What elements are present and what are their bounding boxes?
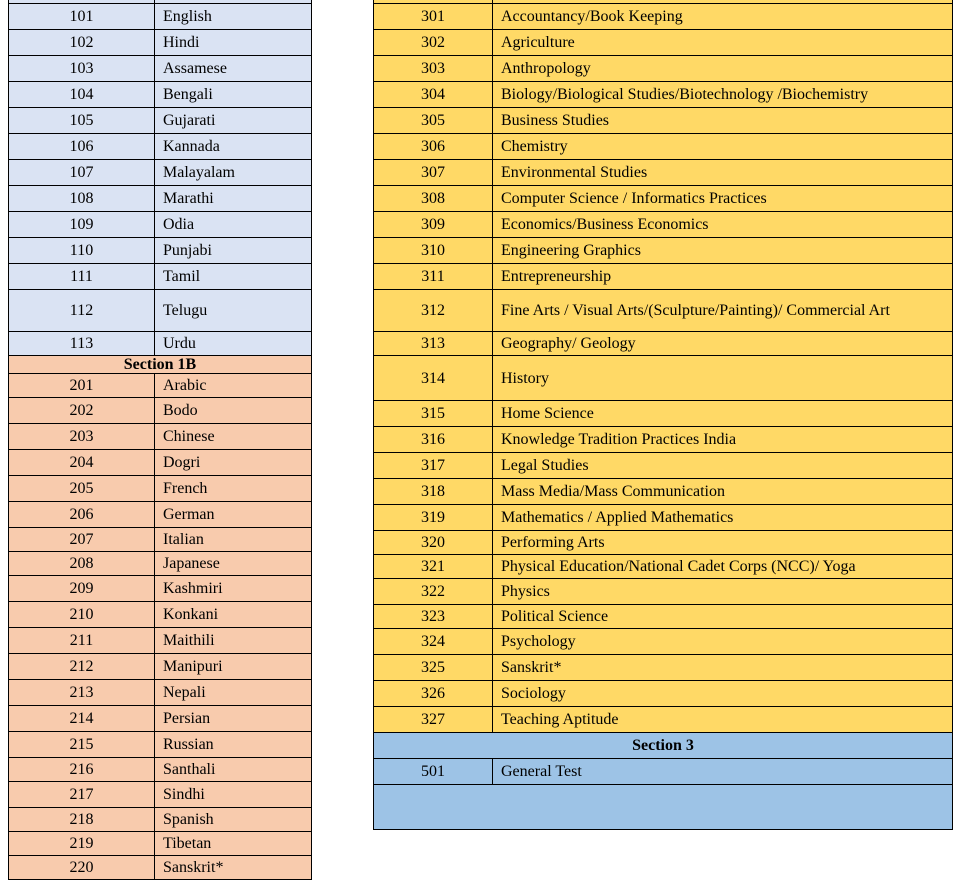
subject-name: Nepali — [155, 680, 312, 706]
subject-name: Accountancy/Book Keeping — [493, 4, 953, 30]
table-row — [374, 555, 953, 579]
subject-name: Marathi — [155, 186, 312, 212]
subject-code: 104 — [9, 82, 155, 108]
subject-code: 102 — [9, 30, 155, 56]
table-row — [374, 655, 953, 681]
subject-name: Home Science — [493, 401, 953, 427]
table-row — [374, 332, 953, 356]
subject-name: Sindhi — [155, 782, 312, 808]
table-row — [9, 212, 312, 238]
subject-name: Japanese — [155, 552, 312, 576]
table-row — [374, 356, 953, 401]
subject-code: 213 — [9, 680, 155, 706]
subject-code: 107 — [9, 160, 155, 186]
subject-name: Tibetan — [155, 832, 312, 856]
subject-name: Bengali — [155, 82, 312, 108]
table-row — [9, 264, 312, 290]
table-row — [374, 453, 953, 479]
section-3-heading: Section 3 — [374, 733, 953, 759]
subject-code: 303 — [374, 56, 493, 82]
subject-name: Physical Education/National Cadet Corps (NCC)/ Yoga — [493, 555, 953, 579]
table-row — [9, 4, 312, 30]
subject-code: 103 — [9, 56, 155, 82]
table-row — [9, 424, 312, 450]
table-row — [9, 628, 312, 654]
table-row — [9, 160, 312, 186]
subject-code: 211 — [9, 628, 155, 654]
subject-code: 302 — [374, 30, 493, 56]
subject-code: 312 — [374, 290, 493, 332]
subject-name: Chinese — [155, 424, 312, 450]
table-row — [374, 30, 953, 56]
table-row — [9, 82, 312, 108]
table-row — [374, 238, 953, 264]
table-row — [9, 732, 312, 758]
subject-code: 109 — [9, 212, 155, 238]
table-row — [374, 4, 953, 30]
subject-code: 318 — [374, 479, 493, 505]
subject-code: 204 — [9, 450, 155, 476]
subject-code: 310 — [374, 238, 493, 264]
subject-code: 216 — [9, 758, 155, 782]
subject-code: 106 — [9, 134, 155, 160]
table-row — [374, 759, 953, 785]
subject-name: Knowledge Tradition Practices India — [493, 427, 953, 453]
table-row — [374, 629, 953, 655]
subject-name: Punjabi — [155, 238, 312, 264]
subject-code: 301 — [374, 4, 493, 30]
subject-name: Malayalam — [155, 160, 312, 186]
subject-name: Gujarati — [155, 108, 312, 134]
table-row — [9, 56, 312, 82]
subject-code: 321 — [374, 555, 493, 579]
subject-code: 220 — [9, 856, 155, 880]
subject-name: Psychology — [493, 629, 953, 655]
subject-code: 203 — [9, 424, 155, 450]
table-row — [9, 108, 312, 134]
subject-name: Urdu — [155, 332, 312, 356]
subject-name: Mass Media/Mass Communication — [493, 479, 953, 505]
table-row — [374, 264, 953, 290]
subject-code: 326 — [374, 681, 493, 707]
left-subject-table — [8, 0, 312, 880]
subject-code: 327 — [374, 707, 493, 733]
subject-name: French — [155, 476, 312, 502]
subject-code: 319 — [374, 505, 493, 531]
table-row — [9, 450, 312, 476]
subject-code: 206 — [9, 502, 155, 528]
subject-name: History — [493, 356, 953, 401]
subject-code: 202 — [9, 398, 155, 424]
subject-code: 207 — [9, 528, 155, 552]
subject-name: Political Science — [493, 605, 953, 629]
table-row — [9, 808, 312, 832]
subject-code: 316 — [374, 427, 493, 453]
table-row — [9, 706, 312, 732]
subject-code: 307 — [374, 160, 493, 186]
subject-name: Spanish — [155, 808, 312, 832]
subject-name: Hindi — [155, 30, 312, 56]
section-heading-row — [9, 356, 312, 374]
subject-name: Manipuri — [155, 654, 312, 680]
subject-name: Kashmiri — [155, 576, 312, 602]
table-row — [374, 579, 953, 605]
table-row — [9, 552, 312, 576]
subject-name: Sociology — [493, 681, 953, 707]
subject-code: 112 — [9, 290, 155, 332]
subject-name: Italian — [155, 528, 312, 552]
subject-code: 323 — [374, 605, 493, 629]
subject-name: Maithili — [155, 628, 312, 654]
section-1b-heading: Section 1B — [9, 356, 312, 374]
table-row — [374, 108, 953, 134]
subject-code: 501 — [374, 759, 493, 785]
subject-code: 317 — [374, 453, 493, 479]
subject-code: 210 — [9, 602, 155, 628]
table-row — [9, 134, 312, 160]
subject-name: English — [155, 4, 312, 30]
subject-code: 205 — [9, 476, 155, 502]
subject-code: 101 — [9, 4, 155, 30]
subject-code: 322 — [374, 579, 493, 605]
table-row — [9, 186, 312, 212]
table-row — [374, 681, 953, 707]
subject-name: Sanskrit* — [493, 655, 953, 681]
table-row — [374, 134, 953, 160]
subject-code: 108 — [9, 186, 155, 212]
table-row — [374, 505, 953, 531]
subject-name: Odia — [155, 212, 312, 238]
table-row — [9, 856, 312, 880]
table-row — [374, 401, 953, 427]
table-row — [9, 758, 312, 782]
subject-name: Physics — [493, 579, 953, 605]
table-row — [9, 654, 312, 680]
subject-name: Persian — [155, 706, 312, 732]
subject-name: German — [155, 502, 312, 528]
subject-name: Teaching Aptitude — [493, 707, 953, 733]
subject-name: Anthropology — [493, 56, 953, 82]
table-row — [9, 602, 312, 628]
subject-name: Fine Arts / Visual Arts/(Sculpture/Painting)/ Commercial Art — [493, 290, 953, 332]
table-row — [374, 212, 953, 238]
section-heading-row — [374, 733, 953, 759]
right-subject-table — [373, 0, 953, 830]
table-row — [9, 576, 312, 602]
table-row — [374, 427, 953, 453]
subject-name: Konkani — [155, 602, 312, 628]
table-row — [374, 531, 953, 555]
subject-name: Performing Arts — [493, 531, 953, 555]
table-row — [9, 832, 312, 856]
subject-code: 324 — [374, 629, 493, 655]
subject-code: 304 — [374, 82, 493, 108]
table-row — [9, 332, 312, 356]
subject-name: Entrepreneurship — [493, 264, 953, 290]
subject-name: Dogri — [155, 450, 312, 476]
subject-code: 113 — [9, 332, 155, 356]
table-row — [374, 707, 953, 733]
subject-code: 309 — [374, 212, 493, 238]
subject-code: 105 — [9, 108, 155, 134]
subject-name: Kannada — [155, 134, 312, 160]
subject-code: 212 — [9, 654, 155, 680]
subject-name: Tamil — [155, 264, 312, 290]
subject-name: Bodo — [155, 398, 312, 424]
subject-code: 218 — [9, 808, 155, 832]
subject-name: Arabic — [155, 374, 312, 398]
table-row — [9, 398, 312, 424]
subject-code: 201 — [9, 374, 155, 398]
subject-code: 311 — [374, 264, 493, 290]
subject-name: Assamese — [155, 56, 312, 82]
subject-name: Economics/Business Economics — [493, 212, 953, 238]
subject-name: Legal Studies — [493, 453, 953, 479]
table-row — [9, 680, 312, 706]
subject-name: Sanskrit* — [155, 856, 312, 880]
subject-name: Computer Science / Informatics Practices — [493, 186, 953, 212]
subject-name: Engineering Graphics — [493, 238, 953, 264]
table-row — [9, 782, 312, 808]
subject-name: Telugu — [155, 290, 312, 332]
table-row — [9, 30, 312, 56]
table-row — [9, 290, 312, 332]
table-row — [374, 605, 953, 629]
table-row — [9, 238, 312, 264]
table-row — [374, 186, 953, 212]
subject-code: 313 — [374, 332, 493, 356]
table-row — [374, 479, 953, 505]
subject-name: Chemistry — [493, 134, 953, 160]
subject-code: 111 — [9, 264, 155, 290]
table-row-empty — [374, 785, 953, 830]
subject-name: Geography/ Geology — [493, 332, 953, 356]
table-row — [9, 528, 312, 552]
subject-code: 320 — [374, 531, 493, 555]
subject-code: 215 — [9, 732, 155, 758]
subject-name: Mathematics / Applied Mathematics — [493, 505, 953, 531]
table-row — [9, 476, 312, 502]
subject-code: 305 — [374, 108, 493, 134]
table-row — [9, 374, 312, 398]
table-row — [374, 56, 953, 82]
subject-code: 217 — [9, 782, 155, 808]
subject-code: 214 — [9, 706, 155, 732]
subject-name: Business Studies — [493, 108, 953, 134]
subject-code: 219 — [9, 832, 155, 856]
subject-code: 325 — [374, 655, 493, 681]
subject-name: Agriculture — [493, 30, 953, 56]
subject-code: 110 — [9, 238, 155, 264]
table-row — [9, 502, 312, 528]
subject-name: General Test — [493, 759, 953, 785]
subject-name: Santhali — [155, 758, 312, 782]
subject-code: 314 — [374, 356, 493, 401]
subject-name: Biology/Biological Studies/Biotechnology /Biochemistry — [493, 82, 953, 108]
table-row — [374, 160, 953, 186]
table-row — [374, 290, 953, 332]
subject-name: Russian — [155, 732, 312, 758]
table-row — [374, 82, 953, 108]
subject-code: 306 — [374, 134, 493, 160]
subject-code: 208 — [9, 552, 155, 576]
subject-code: 209 — [9, 576, 155, 602]
subject-name: Environmental Studies — [493, 160, 953, 186]
subject-code: 308 — [374, 186, 493, 212]
subject-code: 315 — [374, 401, 493, 427]
